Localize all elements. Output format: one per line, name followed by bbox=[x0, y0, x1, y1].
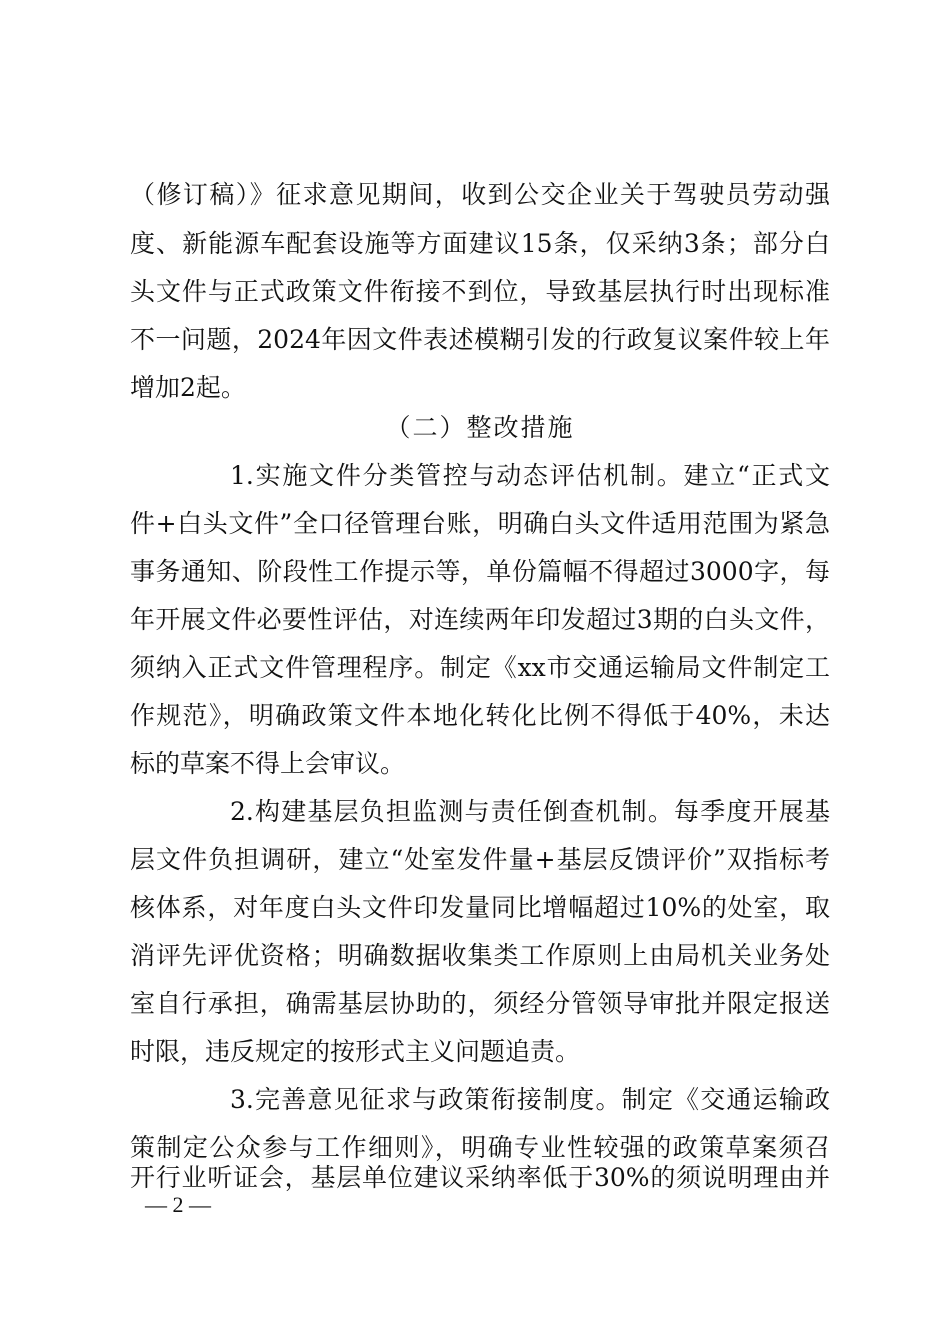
body-text-line: 室自行承担，确需基层协助的，须经分管领导审批并限定报送 bbox=[130, 989, 830, 1018]
measure-2-first-line: 2.构建基层负担监测与责任倒查机制。每季度开展基 bbox=[230, 797, 830, 826]
page-number: — 2 — bbox=[145, 1192, 211, 1217]
body-text-line: 策制定公众参与工作细则》，明确专业性较强的政策草案须召 bbox=[130, 1133, 830, 1162]
body-text-line: 头文件与正式政策文件衔接不到位，导致基层执行时出现标准 bbox=[130, 277, 830, 306]
section-heading: （二）整改措施 bbox=[385, 413, 575, 442]
body-text-line: 消评先评优资格；明确数据收集类工作原则上由局机关业务处 bbox=[130, 941, 830, 970]
body-text-line: 核体系，对年度白头文件印发量同比增幅超过10%的处室，取 bbox=[130, 893, 830, 922]
measure-3-first-line: 3.完善意见征求与政策衔接制度。制定《交通运输政 bbox=[230, 1085, 830, 1114]
body-text-line: 年开展文件必要性评估，对连续两年印发超过3期的白头文件， bbox=[130, 605, 830, 634]
body-text-line: 时限，违反规定的按形式主义问题追责。 bbox=[130, 1037, 581, 1066]
body-text-line: 事务通知、阶段性工作提示等，单份篇幅不得超过3000字，每 bbox=[130, 557, 830, 586]
body-text-line: 层文件负担调研，建立“处室发件量+基层反馈评价”双指标考 bbox=[130, 845, 830, 874]
body-text-line: 须纳入正式文件管理程序。制定《xx市交通运输局文件制定工 bbox=[130, 653, 830, 682]
body-text-line: 增加2起。 bbox=[130, 373, 246, 402]
body-text-line: 件+白头文件”全口径管理台账，明确白头文件适用范围为紧急 bbox=[130, 509, 830, 538]
body-text-line: 标的草案不得上会审议。 bbox=[130, 749, 406, 778]
body-text-line: 度、新能源车配套设施等方面建议15条，仅采纳3条；部分白 bbox=[130, 229, 830, 258]
body-text-line: 开行业听证会，基层单位建议采纳率低于30%的须说明理由并 bbox=[130, 1163, 830, 1192]
body-text-line: 作规范》，明确政策文件本地化转化比例不得低于40%，未达 bbox=[130, 701, 830, 730]
body-text-line: （修订稿）》征求意见期间，收到公交企业关于驾驶员劳动强 bbox=[130, 180, 830, 209]
measure-1-first-line: 1.实施文件分类管控与动态评估机制。建立“正式文 bbox=[230, 461, 830, 490]
body-text-line: 不一问题，2024年因文件表述模糊引发的行政复议案件较上年 bbox=[130, 325, 830, 354]
